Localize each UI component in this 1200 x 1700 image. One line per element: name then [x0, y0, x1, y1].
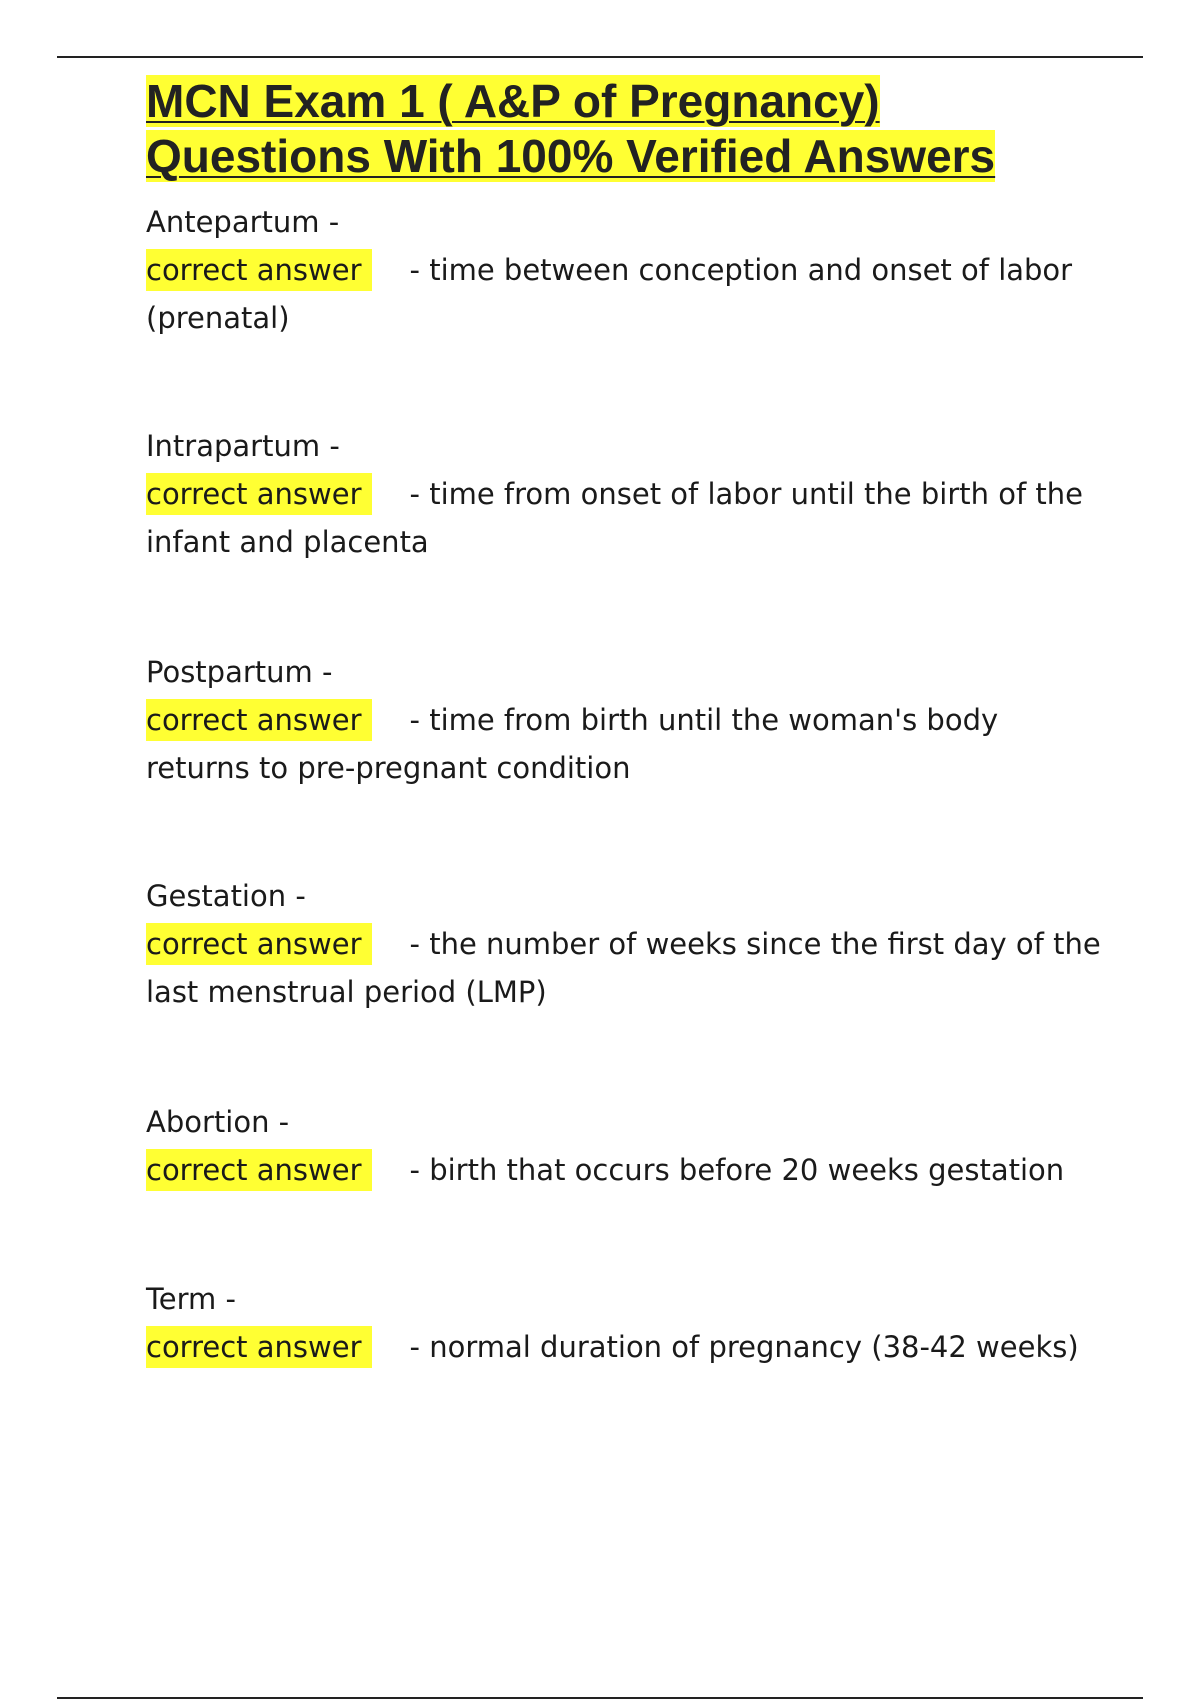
correct-answer-badge: correct answer	[146, 473, 372, 515]
qa-item-term	[146, 1275, 1106, 1371]
answer-line	[146, 1323, 1106, 1371]
answer-line	[146, 920, 1106, 1016]
qa-item-intrapartum	[146, 422, 1106, 566]
qa-item-abortion	[146, 1098, 1106, 1194]
correct-answer-badge: correct answer	[146, 1326, 372, 1368]
definition-text: - time between conception and onset of labor (prenatal)	[146, 253, 1073, 335]
document-body	[146, 74, 1106, 1364]
answer-line	[146, 470, 1106, 566]
bottom-rule	[57, 1697, 1143, 1699]
answer-line	[146, 246, 1106, 342]
term-label: Gestation -	[146, 879, 306, 913]
definition-text: - time from birth until the woman's body returns to pre-pregnant condition	[146, 703, 999, 785]
term-label: Antepartum -	[146, 205, 340, 239]
correct-answer-badge: correct answer	[146, 249, 372, 291]
correct-answer-badge: correct answer	[146, 1149, 372, 1191]
term-label: Intrapartum -	[146, 429, 340, 463]
title-line-1: MCN Exam 1 ( A&P of Pregnancy)	[146, 75, 880, 127]
page-title	[146, 74, 1106, 184]
term-label: Abortion -	[146, 1105, 290, 1139]
qa-item-gestation	[146, 872, 1106, 1016]
definition-text: - normal duration of pregnancy (38-42 weeks)	[409, 1330, 1079, 1364]
qa-item-postpartum	[146, 648, 1106, 792]
qa-item-antepartum	[146, 198, 1106, 342]
term-label: Term -	[146, 1282, 236, 1316]
title-line-2: Questions With 100% Verified Answers	[146, 130, 996, 182]
correct-answer-badge: correct answer	[146, 923, 372, 965]
correct-answer-badge: correct answer	[146, 699, 372, 741]
term-label: Postpartum -	[146, 655, 333, 689]
answer-line	[146, 1146, 1106, 1194]
definition-text: - the number of weeks since the first day of the last menstrual period (LMP)	[146, 927, 1101, 1009]
answer-line	[146, 696, 1106, 792]
definition-text: - birth that occurs before 20 weeks gestation	[409, 1153, 1065, 1187]
top-rule	[57, 56, 1143, 58]
definition-text: - time from onset of labor until the birth of the infant and placenta	[146, 477, 1083, 559]
